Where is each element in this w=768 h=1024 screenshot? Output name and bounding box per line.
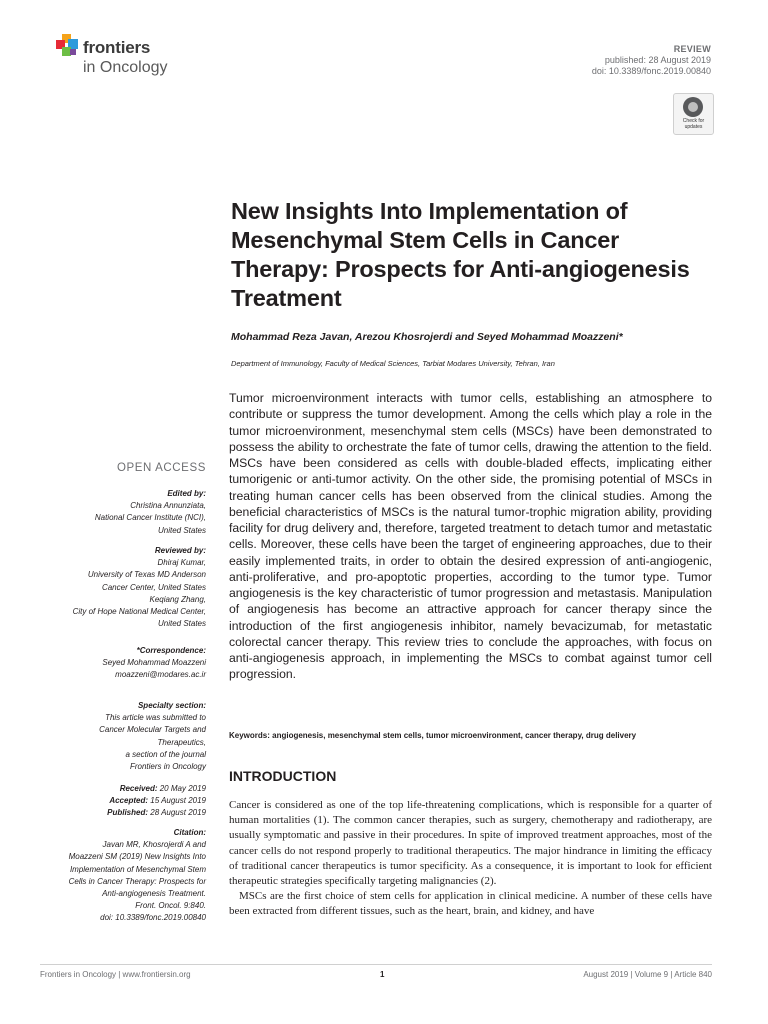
received-line bbox=[40, 783, 206, 795]
reviewer-line[interactable]: Keqiang Zhang, bbox=[149, 594, 206, 604]
published-date-side: 28 August 2019 bbox=[150, 808, 206, 818]
logo-journal: in Oncology bbox=[83, 59, 168, 76]
citation-line: Anti-angiogenesis Treatment. bbox=[102, 889, 206, 899]
correspondence-block bbox=[40, 645, 206, 682]
reviewer-line[interactable]: Dhiraj Kumar, bbox=[157, 558, 206, 568]
reviewer-line: United States bbox=[157, 619, 206, 629]
affiliation: Department of Immunology, Faculty of Medical Sciences, Tarbiat Modares University, Tehran, Iran bbox=[231, 359, 555, 368]
citation-line: Moazzeni SM (2019) New Insights Into bbox=[68, 852, 206, 862]
correspondence-email[interactable]: moazzeni@modares.ac.ir bbox=[115, 670, 206, 680]
citation-block bbox=[40, 827, 206, 925]
check-for-updates-button[interactable] bbox=[673, 93, 714, 135]
specialty-line: Frontiers in Oncology bbox=[129, 762, 206, 772]
reviewed-by-label: Reviewed by: bbox=[154, 546, 206, 555]
citation-line: Javan MR, Khosrojerdi A and bbox=[102, 840, 206, 850]
accepted-date: 15 August 2019 bbox=[150, 796, 206, 806]
page-number: 1 bbox=[380, 970, 385, 979]
specialty-line: This article was submitted to bbox=[105, 713, 206, 723]
reviewer-line: City of Hope National Medical Center, bbox=[72, 607, 206, 617]
accepted-line bbox=[40, 795, 206, 807]
check-updates-icon bbox=[683, 97, 703, 117]
citation-label: Citation: bbox=[173, 828, 206, 837]
specialty-line: Therapeutics, bbox=[157, 737, 206, 747]
accepted-label: Accepted: bbox=[109, 796, 149, 806]
citation-line: Front. Oncol. 9:840. bbox=[135, 901, 206, 911]
dates-block bbox=[40, 783, 206, 820]
footer-issue-info: August 2019 | Volume 9 | Article 840 bbox=[583, 970, 712, 979]
specialty-line: a section of the journal bbox=[125, 749, 206, 759]
check-updates-label: Check for updates bbox=[682, 118, 705, 130]
editor-line[interactable]: Christina Annunziata, bbox=[130, 501, 206, 511]
keywords: Keywords: angiogenesis, mesenchymal stem cells, tumor microenvironment, cancer therapy, drug delivery bbox=[229, 731, 637, 740]
author-list[interactable]: Mohammad Reza Javan, Arezou Khosrojerdi and Seyed Mohammad Moazzeni* bbox=[231, 331, 623, 343]
reviewed-by-block bbox=[40, 545, 206, 630]
specialty-label: Specialty section: bbox=[137, 701, 206, 710]
specialty-block bbox=[40, 700, 206, 773]
journal-logo[interactable] bbox=[56, 32, 206, 82]
correspondence-label: *Correspondence: bbox=[136, 646, 206, 655]
frontiers-logo-icon bbox=[56, 34, 82, 60]
citation-line: Implementation of Mesenchymal Stem bbox=[69, 864, 206, 874]
citation-line: Cells in Cancer Therapy: Prospects for bbox=[68, 876, 206, 886]
received-label: Received: bbox=[119, 784, 158, 793]
received-date: 20 May 2019 bbox=[159, 784, 206, 793]
article-meta bbox=[592, 44, 711, 77]
introduction-body bbox=[229, 798, 712, 920]
article-doi[interactable]: doi: 10.3389/fonc.2019.00840 bbox=[591, 66, 711, 76]
edited-by-label: Edited by: bbox=[167, 489, 206, 498]
footer-divider bbox=[40, 964, 712, 965]
abstract: Tumor microenvironment interacts with tumor cells, establishing an atmosphere to contribute or suppress the tumor development. Among the cells which play a role in the tumor microenvironment, mesenchymal stem cells (MSCs) have been demonstrated to possess the ability to orchestrate the fate of tumor cells, drawing the attention to the field. MSCs have been considered as cells with double-bladed effects, implicating either tumorigenic or anti-tumor activity. On the other side, the promising potential of MSCs in treating human cancer cells has been observed from the clinical studies. Among the beneficial characteristics of MSCs is the natural tumor-trophic migration ability, providing facility for drug delivery and, therefore, targeted treatment to detach tumor and metastatic cells. Moreover, these cells have been the target of engineering approaches, due to their easily implemented traits, in order to obtain the desired expression of anti-angiogenic, anti-proliferative, and pro-apoptotic properties, according to the tumor type. Tumor angiogenesis is the key characteristic of tumor progression and metastasis. Manipulation of angiogenesis has become an attractive approach for cancer therapy since the introduction of the first angiogenesis inhibitor, namely bevacizumab, for metastatic colorectal cancer therapy. This review tries to conclude the approaches, with focus on anti-angiogenesis approach, in implementing the MSCs to combat against tumor cell progression. bbox=[229, 391, 712, 682]
published-label: Published: bbox=[107, 808, 149, 818]
open-access-label: OPEN ACCESS bbox=[116, 462, 206, 474]
published-date: published: 28 August 2019 bbox=[604, 55, 711, 65]
paragraph: MSCs are the first choice of stem cells for application in clinical medicine. A number of these cells have been extracted from different tissues, such as the heart, brain, and kidney, and have bbox=[229, 890, 712, 918]
section-heading-introduction: INTRODUCTION bbox=[229, 768, 337, 784]
published-line bbox=[40, 807, 206, 819]
article-type: REVIEW bbox=[673, 44, 711, 54]
logo-name: frontiers bbox=[83, 38, 151, 57]
editor-line: National Cancer Institute (NCI), bbox=[94, 513, 206, 523]
editor-line: United States bbox=[157, 525, 206, 535]
specialty-line: Cancer Molecular Targets and bbox=[99, 725, 206, 735]
edited-by-block bbox=[40, 488, 206, 537]
reviewer-line: University of Texas MD Anderson bbox=[87, 570, 206, 580]
paragraph: Cancer is considered as one of the top life-threatening complications, which is responsible for a quarter of human mortalities (1). The common cancer therapies, such as surgery, chemotherapy and radiotherapy, are usually symptomatic and passive in their procedures. In spite of improved treatment approaches, most of the cancer cells do not respond properly to traditional therapeutics. The major hindrance in limiting the efficacy of traditional cancer therapeutics is tumor specificity. As a consequence, it is important to look for efficient therapeutic strategies specifically targeting malignancies (2). bbox=[229, 799, 712, 888]
citation-doi[interactable]: doi: 10.3389/fonc.2019.00840 bbox=[100, 913, 206, 923]
footer-journal-link[interactable]: Frontiers in Oncology | www.frontiersin.org bbox=[40, 970, 191, 979]
correspondence-name: Seyed Mohammad Moazzeni bbox=[102, 658, 206, 668]
article-title: New Insights Into Implementation of Mesenchymal Stem Cells in Cancer Therapy: Prospects for Anti-angiogenesis Treatment bbox=[231, 198, 690, 311]
reviewer-line: Cancer Center, United States bbox=[101, 582, 206, 592]
